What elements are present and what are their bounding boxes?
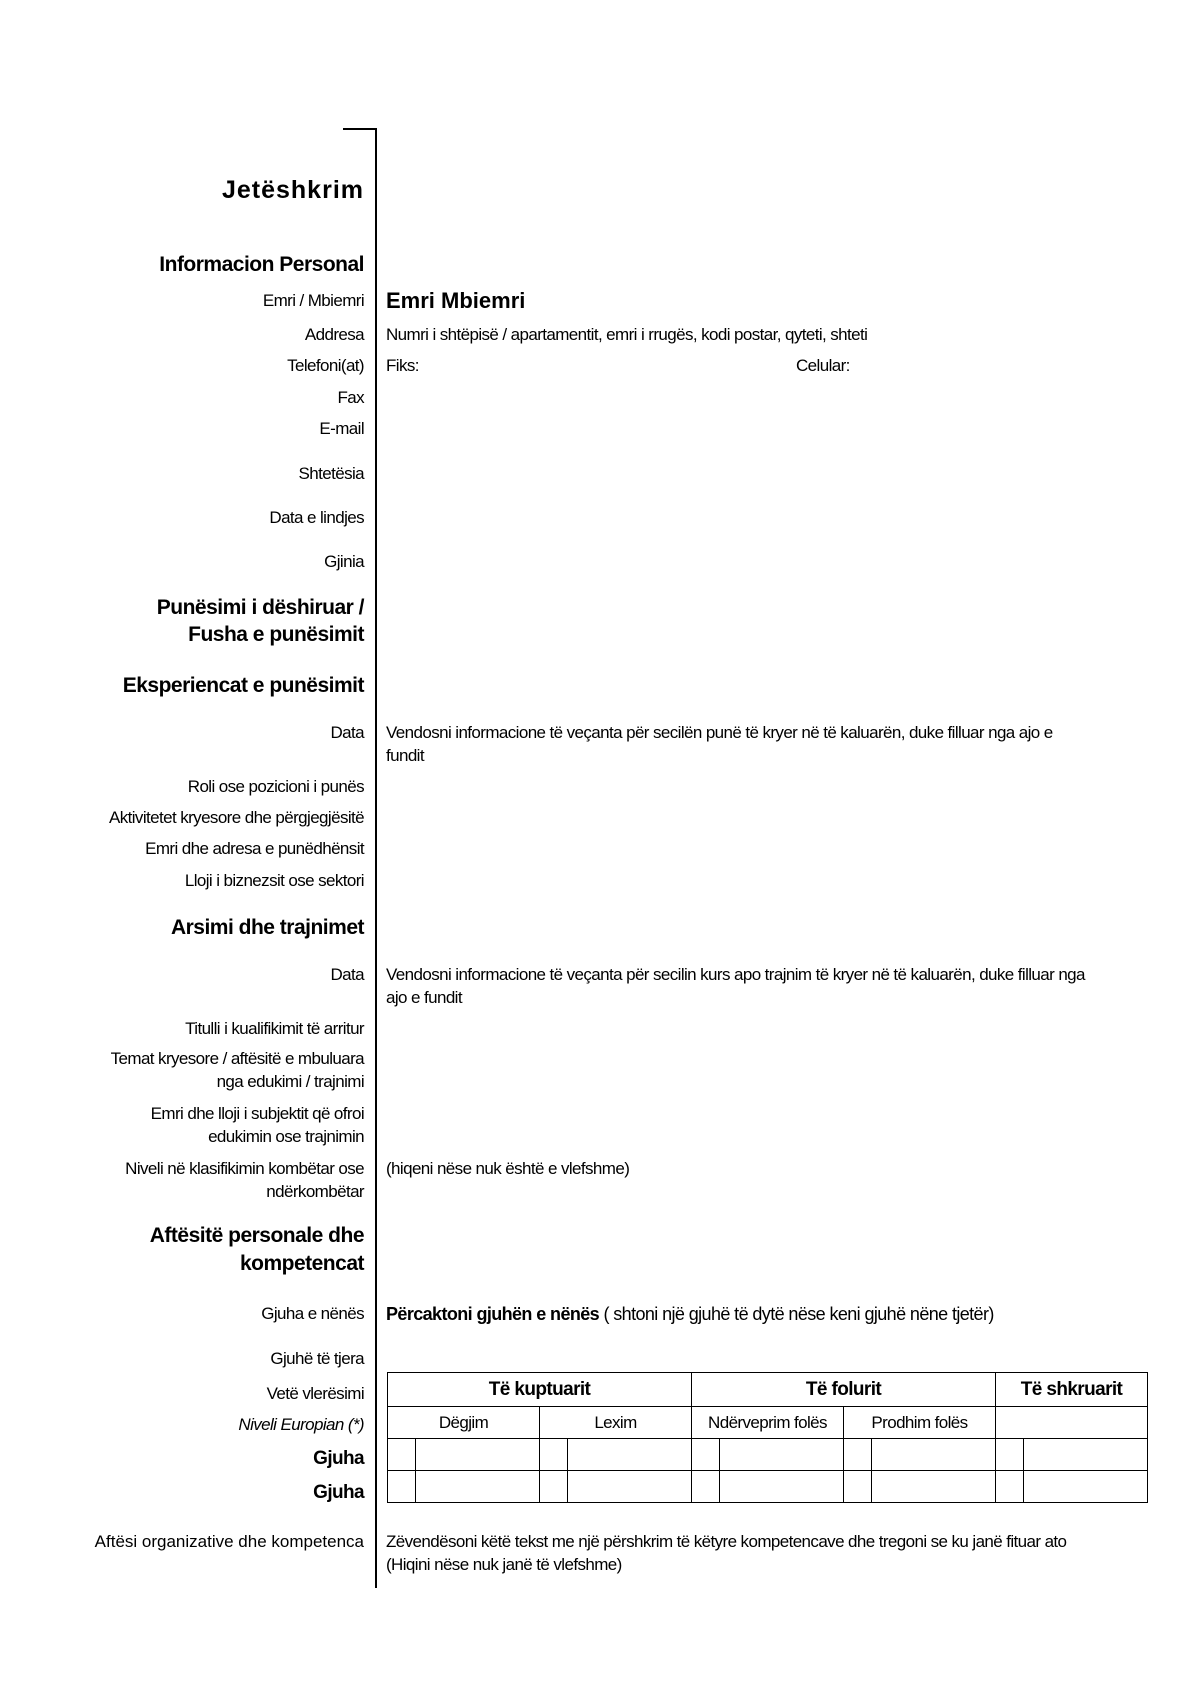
mother-tongue-bold: Përcaktoni gjuhën e nënës — [386, 1304, 600, 1324]
table-cell — [720, 1439, 844, 1471]
table-cell — [568, 1439, 692, 1471]
employer-label: Emri dhe adresa e punëdhënsit — [145, 839, 364, 858]
table-cell — [844, 1471, 872, 1503]
header-writing: Të shkruarit — [996, 1373, 1148, 1407]
education-date-value-2: ajo e fundit — [386, 988, 462, 1007]
skills-heading-2: kompetencat — [239, 1252, 364, 1275]
table-cell — [416, 1471, 540, 1503]
table-cell — [872, 1471, 996, 1503]
name-label: Emri / Mbiemri — [262, 291, 364, 310]
qualification-label: Titulli i kualifikimit të arritur — [185, 1019, 364, 1038]
education-heading: Arsimi dhe trajnimet — [170, 916, 364, 939]
european-level-label: Niveli Europian (*) — [238, 1415, 364, 1434]
language-row-label-2: Gjuha — [313, 1482, 364, 1503]
level-label-2: ndërkombëtar — [266, 1182, 364, 1201]
table-cell — [1024, 1471, 1148, 1503]
experience-heading: Eksperiencat e punësimit — [122, 674, 364, 697]
header-understanding: Të kuptuarit — [388, 1373, 692, 1407]
business-label: Lloji i biznezsit ose sektori — [184, 871, 364, 890]
language-row-label-1: Gjuha — [313, 1448, 364, 1469]
email-label: E-mail — [319, 419, 364, 438]
desired-job-heading-2: Fusha e punësimit — [188, 623, 364, 646]
address-value: Numri i shtëpisë / apartamentit, emri i rrugës, kodi postar, qyteti, shteti — [386, 325, 868, 344]
org-label-2: edukimin ose trajnimin — [208, 1127, 364, 1146]
experience-date-label: Data — [330, 723, 364, 742]
nationality-label: Shtetësia — [298, 464, 364, 483]
vertical-divider — [375, 128, 377, 1588]
education-date-value: Vendosni informacione të veçanta për secilin kurs apo trajnim të kryer në të kaluarën, duke filluar nga — [386, 965, 1085, 984]
table-cell — [540, 1439, 568, 1471]
subjects-label-1: Temat kryesore / aftësitë e mbuluara — [110, 1049, 364, 1068]
top-corner-line — [343, 128, 377, 130]
cv-title: Jetëshkrim — [221, 176, 364, 204]
level-label-1: Niveli në klasifikimin kombëtar ose — [125, 1159, 364, 1178]
table-cell — [388, 1471, 416, 1503]
table-cell — [996, 1439, 1024, 1471]
subjects-label-2: nga edukimi / trajnimi — [216, 1072, 364, 1091]
level-value: (hiqeni nëse nuk është e vlefshme) — [386, 1159, 630, 1178]
mother-tongue-note: ( shtoni një gjuhë të dytë nëse keni gjuhë nëne tjetër) — [599, 1304, 994, 1324]
table-cell — [692, 1471, 720, 1503]
table-cell — [568, 1471, 692, 1503]
birthdate-label: Data e lindjes — [269, 508, 364, 527]
experience-date-value-2: fundit — [386, 746, 424, 765]
sub-listening: Dëgjim — [388, 1407, 540, 1439]
table-row — [388, 1471, 1148, 1503]
table-cell — [872, 1439, 996, 1471]
experience-date-value: Vendosni informacione të veçanta për secilën punë të kryer në të kaluarën, duke filluar nga ajo e — [386, 723, 1053, 742]
sub-reading: Lexim — [540, 1407, 692, 1439]
table-cell — [388, 1439, 416, 1471]
table-cell — [844, 1439, 872, 1471]
table-cell — [416, 1439, 540, 1471]
role-label: Roli ose pozicioni i punës — [187, 777, 364, 796]
other-languages-label: Gjuhë të tjera — [270, 1349, 364, 1368]
table-cell — [1024, 1439, 1148, 1471]
activities-label: Aktivitetet kryesore dhe përgjegjësitë — [108, 808, 364, 827]
name-value: Emri Mbiemri — [386, 288, 526, 313]
mother-tongue-label: Gjuha e nënës — [261, 1304, 364, 1323]
language-table — [387, 1372, 1148, 1503]
organizational-skills-value-1: Zëvendësoni këtë tekst me një përshkrim të këtyre kompetencave dhe tregoni se ku janë fituar ato — [386, 1532, 1067, 1551]
organizational-skills-value-2: (Hiqini nëse nuk janë të vlefshme) — [386, 1555, 622, 1574]
organizational-skills-label: Aftësi organizative dhe kompetenca — [94, 1532, 364, 1551]
org-label-1: Emri dhe lloji i subjektit që ofroi — [150, 1104, 364, 1123]
sub-writing-empty — [996, 1407, 1148, 1439]
phone-label: Telefoni(at) — [287, 356, 364, 375]
personal-info-heading: Informacion Personal — [159, 253, 364, 276]
desired-job-heading-1: Punësimi i dëshiruar / — [156, 596, 364, 619]
fax-label: Fax — [337, 388, 364, 407]
skills-heading-1: Aftësitë personale dhe — [149, 1224, 364, 1247]
table-cell — [540, 1471, 568, 1503]
self-assessment-label: Vetë vlerësimi — [266, 1384, 364, 1403]
table-cell — [720, 1471, 844, 1503]
phone-fixed: Fiks: — [386, 356, 419, 375]
sub-spoken-production: Prodhim folës — [844, 1407, 996, 1439]
address-label: Addresa — [304, 325, 364, 344]
phone-mobile: Celular: — [796, 356, 850, 375]
mother-tongue-value — [386, 1303, 994, 1325]
header-speaking: Të folurit — [692, 1373, 996, 1407]
education-date-label: Data — [330, 965, 364, 984]
gender-label: Gjinia — [324, 552, 364, 571]
table-cell — [692, 1439, 720, 1471]
table-cell — [996, 1471, 1024, 1503]
sub-spoken-interaction: Ndërveprim folës — [692, 1407, 844, 1439]
table-row — [388, 1439, 1148, 1471]
